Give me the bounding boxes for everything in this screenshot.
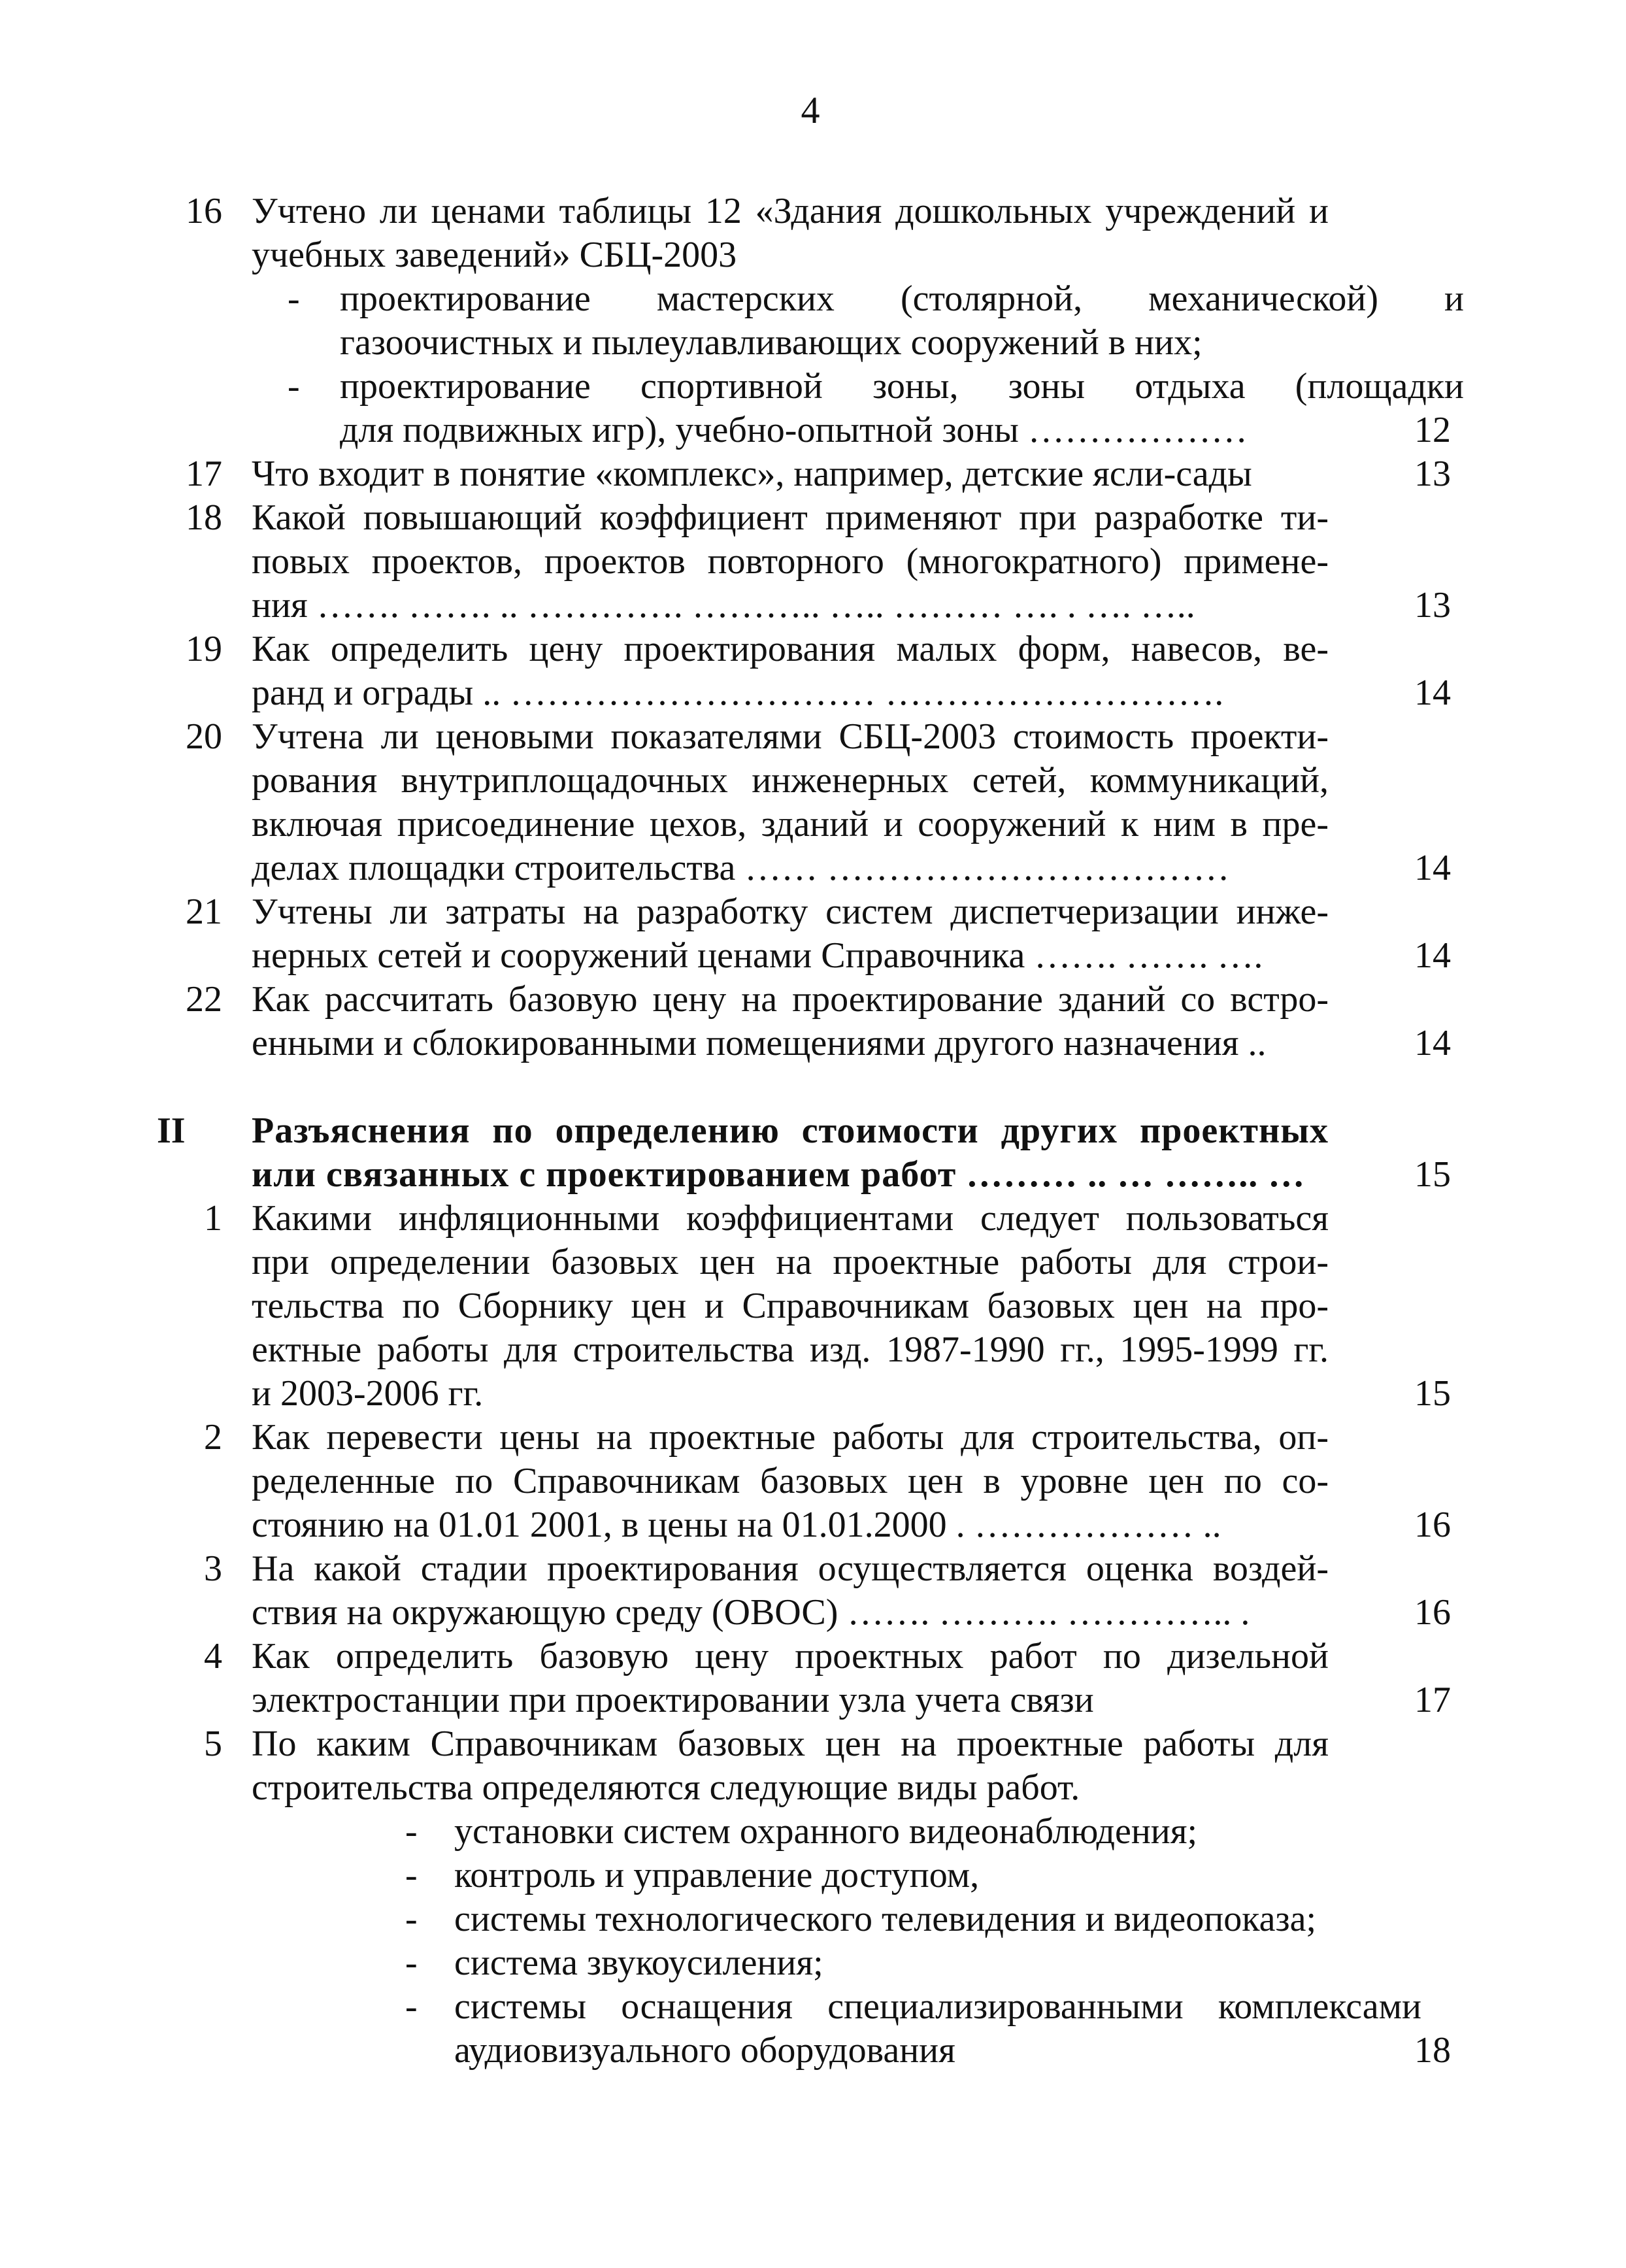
entry-page: 14: [1414, 935, 1451, 976]
entry-text-line: учебных заведений» СБЦ-2003: [252, 235, 737, 275]
bullet-text-line: контроль и управление доступом,: [454, 1855, 980, 1895]
entry-number: 16: [186, 191, 222, 231]
entry-number: 2: [204, 1417, 222, 1458]
entry-text-line: енными и сблокированными помещениями другого назначения ..: [252, 1023, 1267, 1063]
entry-text-line: ния ……. ……. .. …………. ……….. ….. ……… …. . …. …..: [252, 585, 1195, 625]
toc-entry-II-2: [157, 1416, 1464, 1547]
bullet-item: [405, 1897, 1464, 1941]
entry-number: 1: [204, 1198, 222, 1239]
dash-marker: -: [405, 1986, 418, 2027]
entry-number: 19: [186, 629, 222, 669]
entry-page: 14: [1414, 848, 1451, 888]
entry-page: 13: [1414, 585, 1451, 625]
bullet-text-line: система звукоусиления;: [454, 1943, 823, 1983]
entry-text-line: ствия на окружающую среду (ОВОС) ……. ………. ………….. .: [252, 1592, 1250, 1633]
entry-text-line: Какой повышающий коэффициент применяют при разработке ти-: [252, 497, 1329, 538]
entry-text-line: повых проектов, проектов повторного (многократного) примене-: [252, 541, 1329, 582]
dash-marker: -: [405, 1811, 418, 1852]
toc-entry-17: [157, 452, 1464, 496]
page-number: 4: [801, 89, 820, 131]
entry-number: 5: [204, 1724, 222, 1764]
bullet-text-line: проектирование спортивной зоны, зоны отдыха (площадки: [340, 366, 1464, 407]
section-gap: [157, 1065, 1464, 1109]
dash-marker: -: [405, 1899, 418, 1939]
dash-marker: -: [288, 278, 300, 319]
section-title-line: Разъяснения по определению стоимости других проектных: [252, 1110, 1329, 1151]
entry-page: 12: [1414, 410, 1451, 450]
toc-entry-16: [157, 190, 1464, 452]
bullet-list: [405, 1810, 1464, 2073]
entry-page: 14: [1414, 673, 1451, 713]
entry-page: 13: [1414, 454, 1451, 494]
entry-text-line: ределенные по Справочникам базовых цен в уровне цен по со-: [252, 1461, 1329, 1501]
entry-page: 14: [1414, 1023, 1451, 1063]
dash-marker: -: [405, 1855, 418, 1895]
bullet-text-line: системы оснащения специализированными комплексами: [454, 1986, 1421, 2027]
bullet-item: [405, 1810, 1464, 1854]
entry-text-line: строительства определяются следующие виды работ.: [252, 1767, 1080, 1808]
toc-entry-II-4: [157, 1635, 1464, 1722]
entry-text-line: и 2003-2006 гг.: [252, 1373, 484, 1414]
entry-page: 15: [1414, 1154, 1451, 1195]
bullet-text-line: для подвижных игр), учебно-опытной зоны ………………: [340, 410, 1248, 450]
toc-entry-19: [157, 627, 1464, 715]
toc-entry-II-3: [157, 1547, 1464, 1635]
toc-entry-18: [157, 496, 1464, 627]
entry-page: 17: [1414, 1680, 1451, 1720]
entry-number: 21: [186, 892, 222, 932]
entry-text-line: стоянию на 01.01 2001, в цены на 01.01.2000 . ……………… ..: [252, 1505, 1221, 1545]
entry-page: 16: [1414, 1592, 1451, 1633]
entry-text-line: Как перевести цены на проектные работы для строительства, оп-: [252, 1417, 1329, 1458]
entry-number: 18: [186, 497, 222, 538]
entry-text-line: электростанции при проектировании узла учета связи: [252, 1680, 1094, 1720]
bullet-list: [288, 277, 1464, 452]
entry-text-line: ранд и ограды .. ………………………… ……………………….: [252, 673, 1224, 713]
entry-number: 17: [186, 454, 222, 494]
entry-text-line: делах площадки строительства …… ……………………………: [252, 848, 1230, 888]
entry-text-line: Учтено ли ценами таблицы 12 «Здания дошкольных учреждений и: [252, 191, 1329, 231]
entry-text-line: Учтены ли затраты на разработку систем диспетчеризации инже-: [252, 892, 1329, 932]
bullet-item: [405, 1941, 1464, 1985]
bullet-item: [288, 277, 1464, 365]
entry-page: 16: [1414, 1505, 1451, 1545]
section-heading-II: [157, 1109, 1464, 1197]
entry-text-line: тельства по Сборнику цен и Справочникам базовых цен на про-: [252, 1286, 1329, 1326]
table-of-contents: [157, 190, 1464, 2073]
bullet-item: [405, 1854, 1464, 1897]
entry-text-line: включая присоединение цехов, зданий и сооружений к ним в пре-: [252, 804, 1329, 844]
bullet-text-line: аудиовизуального оборудования: [454, 2030, 955, 2071]
entry-text-line: Как рассчитать базовую цену на проектирование зданий со встро-: [252, 979, 1329, 1020]
dash-marker: -: [288, 366, 300, 407]
bullet-text-line: проектирование мастерских (столярной, механической) и: [340, 278, 1464, 319]
toc-entry-II-5: [157, 1722, 1464, 2073]
entry-number: 3: [204, 1548, 222, 1589]
bullet-text-line: газоочистных и пылеулавливающих сооружений в них;: [340, 322, 1203, 363]
section-title-line: или связанных с проектированием работ ……… .. … …….. …: [252, 1154, 1306, 1195]
toc-entry-22: [157, 978, 1464, 1065]
entry-text-line: Что входит в понятие «комплекс», например, детские ясли-сады: [252, 454, 1252, 494]
entry-number: 22: [186, 979, 222, 1020]
entry-text-line: рования внутриплощадочных инженерных сетей, коммуникаций,: [252, 760, 1329, 801]
entry-text-line: нерных сетей и сооружений ценами Справочника ……. ……. ….: [252, 935, 1263, 976]
toc-entry-20: [157, 715, 1464, 890]
entry-page: 15: [1414, 1373, 1451, 1414]
dash-marker: -: [405, 1943, 418, 1983]
section-number: II: [157, 1110, 186, 1151]
entry-text-line: Как определить базовую цену проектных работ по дизельной: [252, 1636, 1329, 1676]
toc-entry-21: [157, 890, 1464, 978]
entry-text-line: Учтена ли ценовыми показателями СБЦ-2003 стоимость проекти-: [252, 716, 1329, 757]
entry-text-line: Какими инфляционными коэффициентами следует пользоваться: [252, 1198, 1329, 1239]
bullet-text-line: установки систем охранного видеонаблюдения;: [454, 1811, 1198, 1852]
entry-text-line: Как определить цену проектирования малых форм, навесов, ве-: [252, 629, 1329, 669]
bullet-text-line: системы технологического телевидения и видеопоказа;: [454, 1899, 1317, 1939]
entry-text-line: ектные работы для строительства изд. 1987-1990 гг., 1995-1999 гг.: [252, 1329, 1329, 1370]
bullet-item: [288, 365, 1464, 452]
entry-page: 18: [1414, 2030, 1451, 2071]
bullet-item: [405, 1985, 1464, 2073]
entry-text-line: при определении базовых цен на проектные работы для строи-: [252, 1242, 1329, 1282]
toc-entry-II-1: [157, 1197, 1464, 1416]
entry-text-line: На какой стадии проектирования осуществляется оценка воздей-: [252, 1548, 1329, 1589]
entry-text-line: По каким Справочникам базовых цен на проектные работы для: [252, 1724, 1329, 1764]
entry-number: 20: [186, 716, 222, 757]
entry-number: 4: [204, 1636, 222, 1676]
